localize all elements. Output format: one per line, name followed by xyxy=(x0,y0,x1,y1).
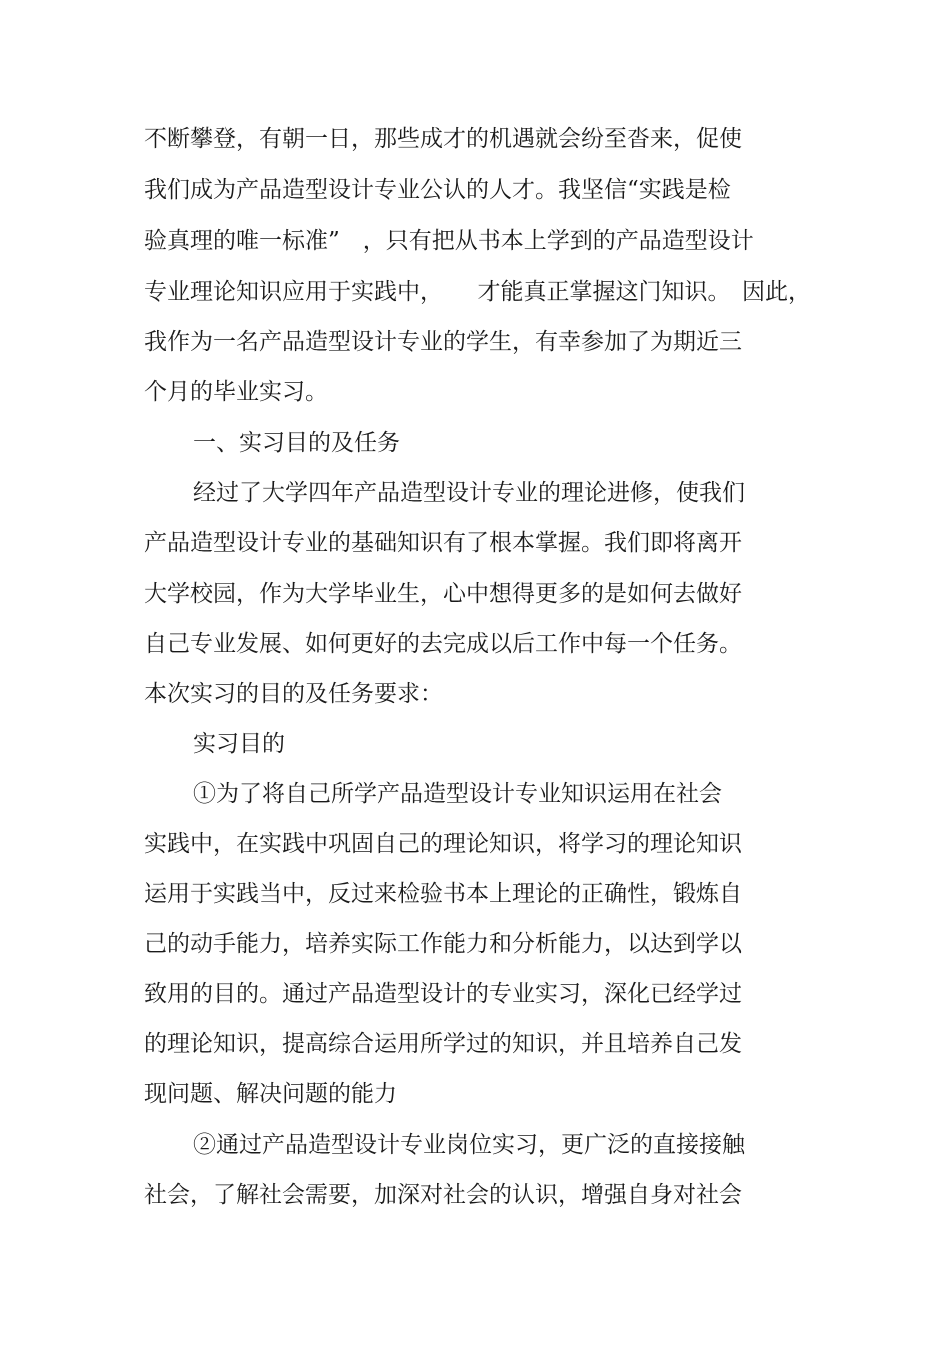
text-line: 个月的毕业实习。 xyxy=(144,379,328,405)
text-line: 本次实习的目的及任务要求： xyxy=(144,681,443,707)
text-line: 产品造型设计专业的基础知识有了根本掌握。我们即将离开 xyxy=(144,530,742,556)
text-line: 己的动手能力，培养实际工作能力和分析能力，以达到学以 xyxy=(144,931,742,957)
text-line: 验真理的唯一标准” ，只有把从书本上学到的产品造型设计 xyxy=(144,228,754,254)
text-line: 运用于实践当中，反过来检验书本上理论的正确性，锻炼自 xyxy=(144,881,742,907)
text-line: 专业理论知识应用于实践中， 才能真正掌握这门知识。 因此， xyxy=(144,279,811,305)
text-line: ②通过产品造型设计专业岗位实习，更广泛的直接接触 xyxy=(193,1132,745,1158)
text-line: 致用的目的。通过产品造型设计的专业实习，深化已经学过 xyxy=(144,981,742,1007)
text-line: 我作为一名产品造型设计专业的学生，有幸参加了为期近三 xyxy=(144,329,742,355)
text-line: 的理论知识，提高综合运用所学过的知识，并且培养自己发 xyxy=(144,1031,742,1057)
text-line: 我们成为产品造型设计专业公认的人才。我坚信“实践是检 xyxy=(144,177,731,203)
text-line: 自己专业发展、如何更好的去完成以后工作中每一个任务。 xyxy=(144,631,742,657)
section-heading: 一、实习目的及任务 xyxy=(193,430,400,456)
subsection-heading: 实习目的 xyxy=(193,731,285,757)
text-line: 不断攀登，有朝一日，那些成才的机遇就会纷至沓来，促使 xyxy=(144,126,742,152)
text-line: 经过了大学四年产品造型设计专业的理论进修，使我们 xyxy=(193,480,745,506)
text-line: ①为了将自己所学产品造型设计专业知识运用在社会 xyxy=(193,781,722,807)
text-line: 现问题、解决问题的能力 xyxy=(144,1081,397,1107)
text-line: 实践中，在实践中巩固自己的理论知识，将学习的理论知识 xyxy=(144,831,742,857)
text-line: 社会，了解社会需要，加深对社会的认识，增强自身对社会 xyxy=(144,1182,742,1208)
text-line: 大学校园，作为大学毕业生，心中想得更多的是如何去做好 xyxy=(144,581,742,607)
